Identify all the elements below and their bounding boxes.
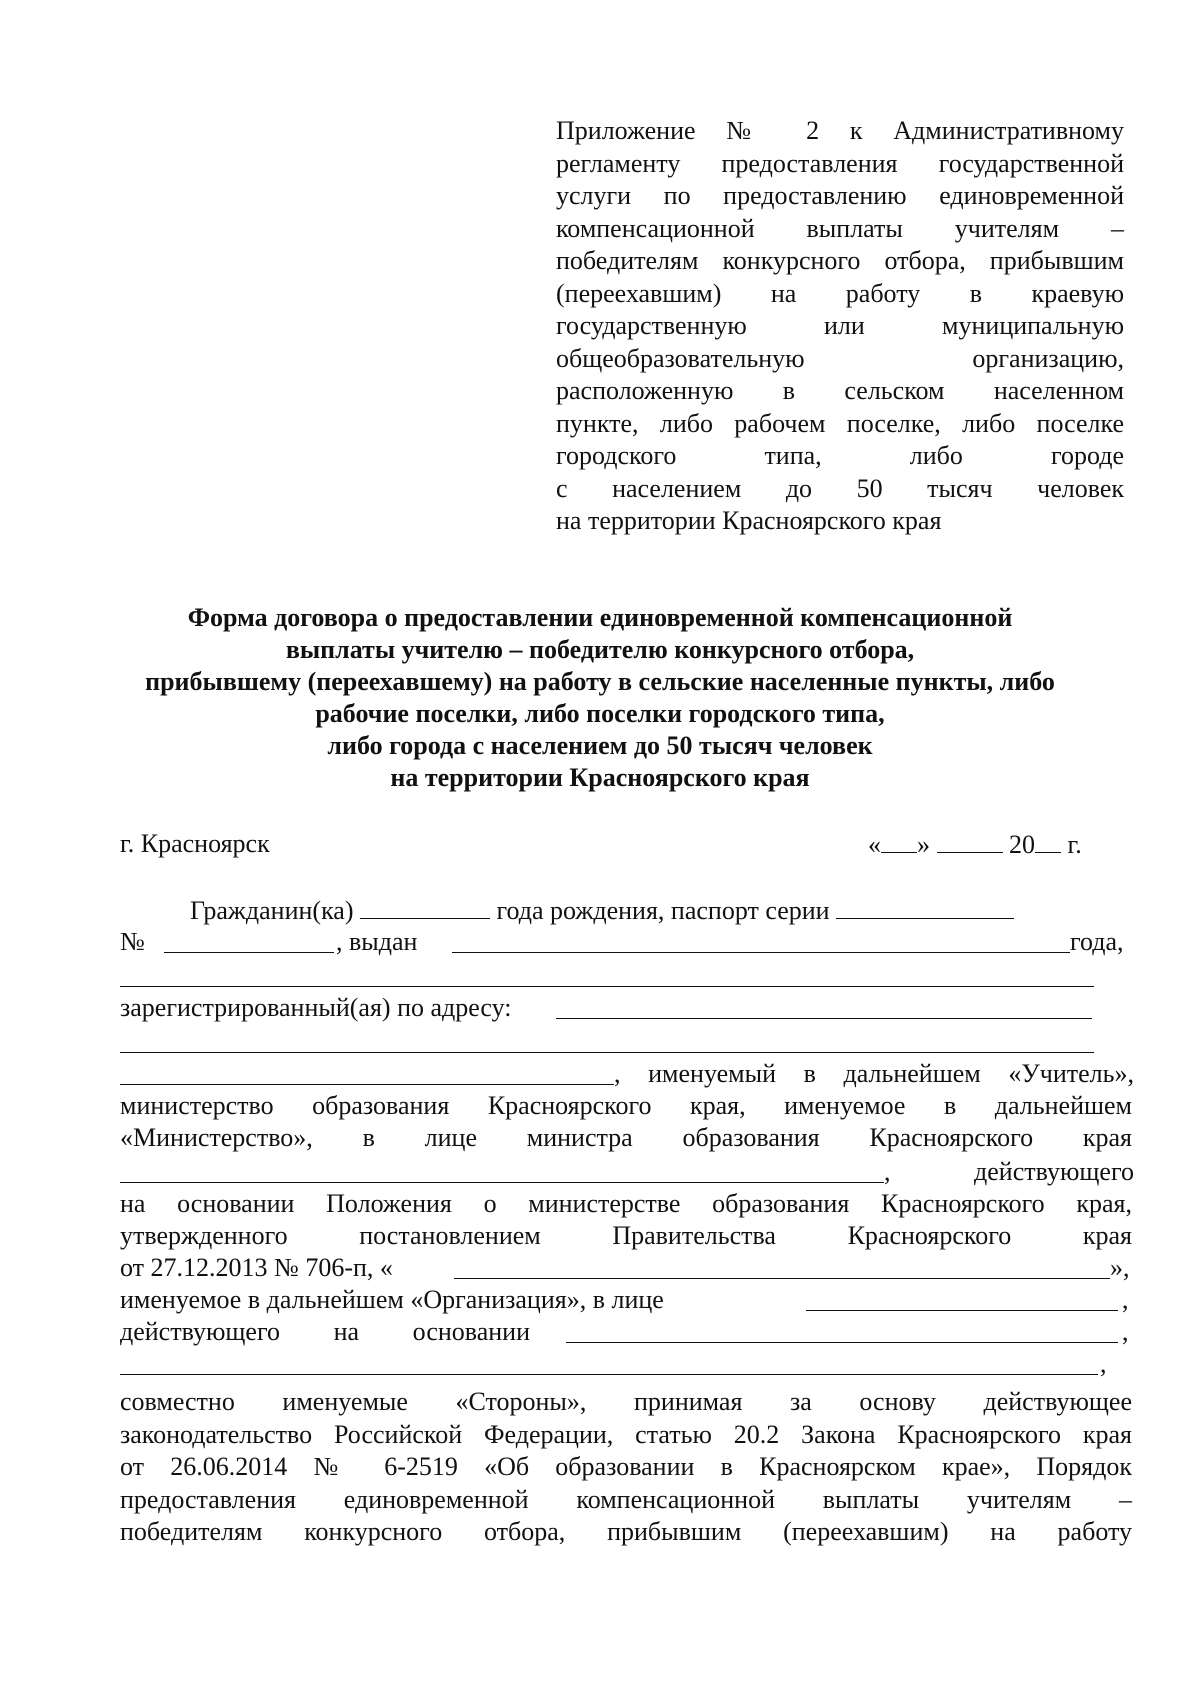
acting-basis-label — [120, 1316, 540, 1348]
appendix-line: с населением до 50 тысяч человек — [556, 473, 1124, 503]
minister-name-blank[interactable] — [120, 1182, 884, 1183]
title-line: на территории Красноярского края — [390, 763, 810, 792]
date-open-quote: « — [868, 830, 881, 859]
appendix-line: услуги по предоставлению единовременной — [556, 181, 1124, 210]
document-title — [100, 602, 1100, 794]
resolution-suffix: », — [1110, 1253, 1130, 1282]
month-blank[interactable] — [937, 828, 1003, 853]
closing-line: от 26.06.2014 № 6-2519 «Об образовании в Красноярском крае», Порядок — [120, 1452, 1132, 1481]
appendix-line: государственную или муниципальную — [556, 311, 1124, 340]
closing-line: победителям конкурсного отбора, прибывшим (переехавшим) на работу — [120, 1517, 1132, 1546]
issued-by-blank[interactable] — [452, 952, 1070, 953]
closing-paragraph — [120, 1386, 1132, 1549]
closing-line: совместно именуемые «Стороны», принимая за основу действующее — [120, 1387, 1132, 1416]
city-label: г. Красноярск — [120, 829, 270, 858]
closing-line: законодательство Российской Федерации, статью 20.2 Закона Красноярского края — [120, 1419, 1132, 1449]
passport-series-blank[interactable] — [836, 894, 1014, 919]
basis-line-1: на основании Положения о министерстве образования Красноярского края, — [120, 1189, 1132, 1218]
acting-basis-text: действующего на основании — [120, 1317, 530, 1346]
issued-continuation-blank[interactable] — [120, 986, 1094, 987]
appendix-line: расположенную в сельском населенном — [556, 376, 1124, 405]
title-line: прибывшему (переехавшему) на работу в сельские населенные пункты, либо — [145, 667, 1055, 696]
date-close-quote: » — [917, 830, 930, 859]
passport-number-blank[interactable] — [164, 952, 334, 953]
organization-name-blank[interactable] — [454, 1278, 1110, 1279]
org-comma: , — [1122, 1285, 1129, 1314]
year-suffix: г. — [1067, 830, 1082, 859]
acting-label: , действующего — [884, 1157, 1134, 1186]
appendix-note — [556, 115, 1124, 538]
year-blank[interactable] — [1035, 828, 1061, 853]
appendix-line: компенсационной выплаты учителям – — [556, 213, 1124, 243]
appendix-line: регламенту предоставления государственной — [556, 148, 1124, 178]
birth-label: года рождения, паспорт серии — [496, 896, 830, 925]
basis-line-2: утвержденного постановлением Правительства Красноярского края — [120, 1221, 1132, 1250]
issued-label: , выдан — [336, 927, 418, 956]
appendix-line: городского типа, либо городе — [556, 441, 1124, 470]
appendix-line: Приложение № 2 к Административному — [556, 116, 1124, 145]
number-label: № — [120, 927, 145, 956]
resolution-prefix: от 27.12.2013 № 706-п, « — [120, 1253, 393, 1282]
organization-label: именуемое в дальнейшем «Организация», в лице — [120, 1285, 664, 1314]
appendix-line: победителям конкурсного отбора, прибывшим — [556, 246, 1124, 275]
appendix-line: (переехавшим) на работу в краевую — [556, 278, 1124, 308]
title-line: Форма договора о предоставлении единовременной компенсационной — [187, 603, 1013, 632]
year-prefix: 20 — [1009, 830, 1035, 859]
citizen-label: Гражданин(ка) — [190, 896, 354, 925]
year-label: года, — [1070, 927, 1124, 956]
appendix-line: на территории Красноярского края — [556, 506, 942, 535]
title-line: либо города с населением до 50 тысяч человек — [327, 731, 873, 760]
org-representative-blank[interactable] — [806, 1310, 1118, 1311]
teacher-name-blank[interactable] — [120, 1084, 614, 1085]
acting-basis-blank[interactable] — [566, 1342, 1118, 1343]
closing-line: предоставления единовременной компенсационной выплаты учителям – — [120, 1484, 1132, 1514]
trailing-comma: , — [1100, 1349, 1107, 1378]
ministry-line-2: «Министерство», в лице министра образования Красноярского края — [120, 1123, 1132, 1152]
date-field — [868, 828, 1082, 861]
teacher-named-label: , именуемый в дальнейшем «Учитель», — [614, 1059, 1134, 1088]
appendix-line: пункте, либо рабочем поселке, либо поселке — [556, 408, 1124, 438]
address-continuation-blank[interactable] — [120, 1052, 1094, 1053]
registered-label: зарегистрированный(ая) по адресу: — [120, 993, 512, 1022]
acting-basis-comma: , — [1122, 1317, 1129, 1346]
title-line: рабочие поселки, либо поселки городского типа, — [315, 699, 885, 728]
appendix-line: общеобразовательную организацию, — [556, 343, 1124, 373]
basis-continuation-blank[interactable] — [120, 1374, 1098, 1375]
address-blank[interactable] — [556, 1018, 1092, 1019]
day-blank[interactable] — [881, 828, 917, 853]
citizen-row — [190, 894, 1014, 927]
title-line: выплаты учителю – победителю конкурсного отбора, — [285, 635, 915, 664]
ministry-line-1: министерство образования Красноярского края, именуемое в дальнейшем — [120, 1091, 1132, 1120]
citizen-name-blank[interactable] — [360, 894, 490, 919]
